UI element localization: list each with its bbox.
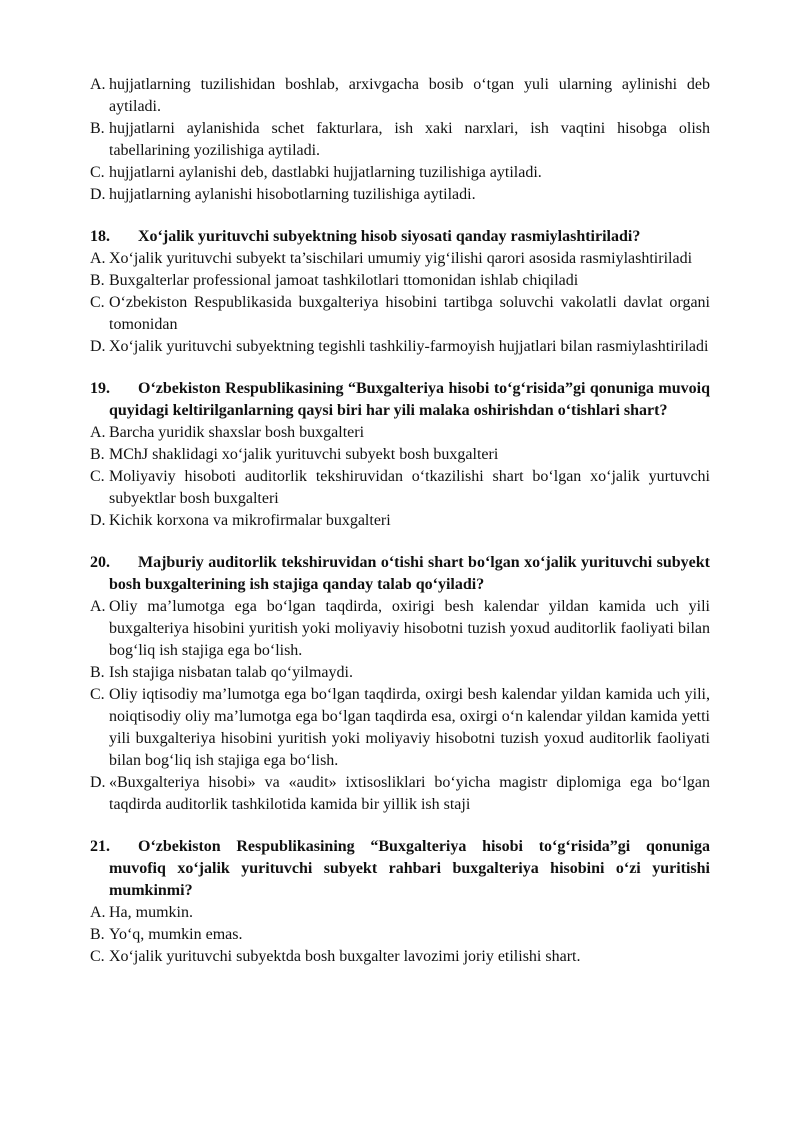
option-letter: D. <box>90 512 106 529</box>
option-d <box>90 336 710 358</box>
option-letter: A. <box>90 904 106 921</box>
option-text: «Buxgalteriya hisobi» va «audit» ixtisosliklari bo‘yicha magistr diplomiga ega bo‘lgan taqdirda auditorlik tashkilotida kamida bir yillik ish staji <box>109 774 710 813</box>
question-heading <box>90 378 710 422</box>
option-letter: C. <box>90 948 105 965</box>
previous-question-options <box>90 74 710 206</box>
option-c <box>90 292 710 336</box>
option-text: Ha, mumkin. <box>109 904 193 921</box>
question-text: O‘zbekiston Respublikasining “Buxgalteriya hisobi to‘g‘risida”gi qonuniga muvofiq xo‘jalik yurituvchi subyekt rahbari buxgalteriya hisobini o‘zi yuritishi mumkinmi? <box>109 838 710 899</box>
option-c <box>90 162 710 184</box>
question-20 <box>90 552 710 816</box>
option-letter: B. <box>90 926 105 943</box>
option-d <box>90 772 710 816</box>
option-a <box>90 902 710 924</box>
option-letter: C. <box>90 468 105 485</box>
option-letter: C. <box>90 294 105 311</box>
option-letter: A. <box>90 598 106 615</box>
option-text: Oliy ma’lumotga ega bo‘lgan taqdirda, oxirigi besh kalendar yildan kamida uch yili buxgalteriya hisobini yuritish yoki moliyaviy hisobotni tuzish yoxud auditorlik faoliyati bilan bog‘liq ish stajiga ega bo‘lish. <box>109 598 710 659</box>
option-c <box>90 946 710 968</box>
option-c <box>90 684 710 772</box>
option-a <box>90 248 710 270</box>
option-b <box>90 924 710 946</box>
question-number: 20. <box>90 554 110 571</box>
question-heading <box>90 226 710 248</box>
option-letter: C. <box>90 164 105 181</box>
option-letter: A. <box>90 250 106 267</box>
option-text: hujjatlarning tuzilishidan boshlab, arxivgacha bosib o‘tgan yuli ularning aylinishi deb aytiladi. <box>109 76 710 115</box>
option-letter: B. <box>90 272 105 289</box>
option-d <box>90 184 710 206</box>
option-text: Xo‘jalik yurituvchi subyekt ta’sischilari umumiy yig‘ilishi qarori asosida rasmiylashtiriladi <box>109 250 693 267</box>
option-letter: D. <box>90 338 106 355</box>
option-a <box>90 74 710 118</box>
option-text: Oliy iqtisodiy ma’lumotga ega bo‘lgan taqdirda, oxirgi besh kalendar yildan kamida uch yili, noiqtisodiy oliy ma’lumotga ega bo‘lgan taqdirda esa, oxirgi o‘n kalendar yildan kamida yetti yili buxgalteriya hisobini yuritish yoki moliyaviy hisobotni tuzish yoxud auditorlik faoliyati bilan bog‘liq ish stajiga ega bo‘lish. <box>109 686 710 769</box>
option-b <box>90 270 710 292</box>
option-letter: B. <box>90 446 105 463</box>
document-page <box>90 74 710 968</box>
option-text: Kichik korxona va mikrofirmalar buxgalteri <box>109 512 391 529</box>
option-text: Ish stajiga nisbatan talab qo‘yilmaydi. <box>109 664 353 681</box>
question-heading <box>90 836 710 902</box>
option-text: Xo‘jalik yurituvchi subyektda bosh buxgalter lavozimi joriy etilishi shart. <box>109 948 581 965</box>
option-b <box>90 662 710 684</box>
option-letter: A. <box>90 76 106 93</box>
option-a <box>90 596 710 662</box>
option-c <box>90 466 710 510</box>
question-18 <box>90 226 710 358</box>
question-number: 21. <box>90 838 110 855</box>
option-d <box>90 510 710 532</box>
option-b <box>90 118 710 162</box>
option-b <box>90 444 710 466</box>
question-text: Xo‘jalik yurituvchi subyektning hisob siyosati qanday rasmiylashtiriladi? <box>138 228 641 245</box>
option-text: Moliyaviy hisoboti auditorlik tekshiruvidan o‘tkazilishi shart bo‘lgan xo‘jalik yurtuvchi subyektlar bosh buxgalteri <box>109 468 710 507</box>
question-19 <box>90 378 710 532</box>
option-letter: A. <box>90 424 106 441</box>
option-letter: B. <box>90 120 105 137</box>
option-text: MChJ shaklidagi xo‘jalik yurituvchi subyekt bosh buxgalteri <box>109 446 499 463</box>
option-a <box>90 422 710 444</box>
option-letter: D. <box>90 186 106 203</box>
option-text: Barcha yuridik shaxslar bosh buxgalteri <box>109 424 365 441</box>
option-text: hujjatlarni aylanishi deb, dastlabki hujjatlarning tuzilishiga aytiladi. <box>109 164 542 181</box>
option-text: Yo‘q, mumkin emas. <box>109 926 243 943</box>
question-number: 19. <box>90 380 110 397</box>
question-text: O‘zbekiston Respublikasining “Buxgalteriya hisobi to‘g‘risida”gi qonuniga muvoiq quyidagi keltirilganlarning qaysi biri har yili malaka oshirishdan o‘tishlari shart? <box>109 380 710 419</box>
option-text: Xo‘jalik yurituvchi subyektning tegishli tashkiliy-farmoyish hujjatlari bilan rasmiylashtiriladi <box>109 338 709 355</box>
question-21 <box>90 836 710 968</box>
option-letter: D. <box>90 774 106 791</box>
question-number: 18. <box>90 228 110 245</box>
option-text: O‘zbekiston Respublikasida buxgalteriya hisobini tartibga soluvchi vakolatli davlat organi tomonidan <box>109 294 710 333</box>
option-text: hujjatlarning aylanishi hisobotlarning tuzilishiga aytiladi. <box>109 186 476 203</box>
option-text: hujjatlarni aylanishida schet fakturlara, ish xaki narxlari, ish vaqtini hisobga olish tabellarining yozilishiga aytiladi. <box>109 120 710 159</box>
question-heading <box>90 552 710 596</box>
option-text: Buxgalterlar professional jamoat tashkilotlari ttomonidan ishlab chiqiladi <box>109 272 579 289</box>
option-letter: B. <box>90 664 105 681</box>
question-text: Majburiy auditorlik tekshiruvidan o‘tishi shart bo‘lgan xo‘jalik yurituvchi subyekt bosh buxgalterining ish stajiga qanday talab qo‘yiladi? <box>109 554 710 593</box>
option-letter: C. <box>90 686 105 703</box>
